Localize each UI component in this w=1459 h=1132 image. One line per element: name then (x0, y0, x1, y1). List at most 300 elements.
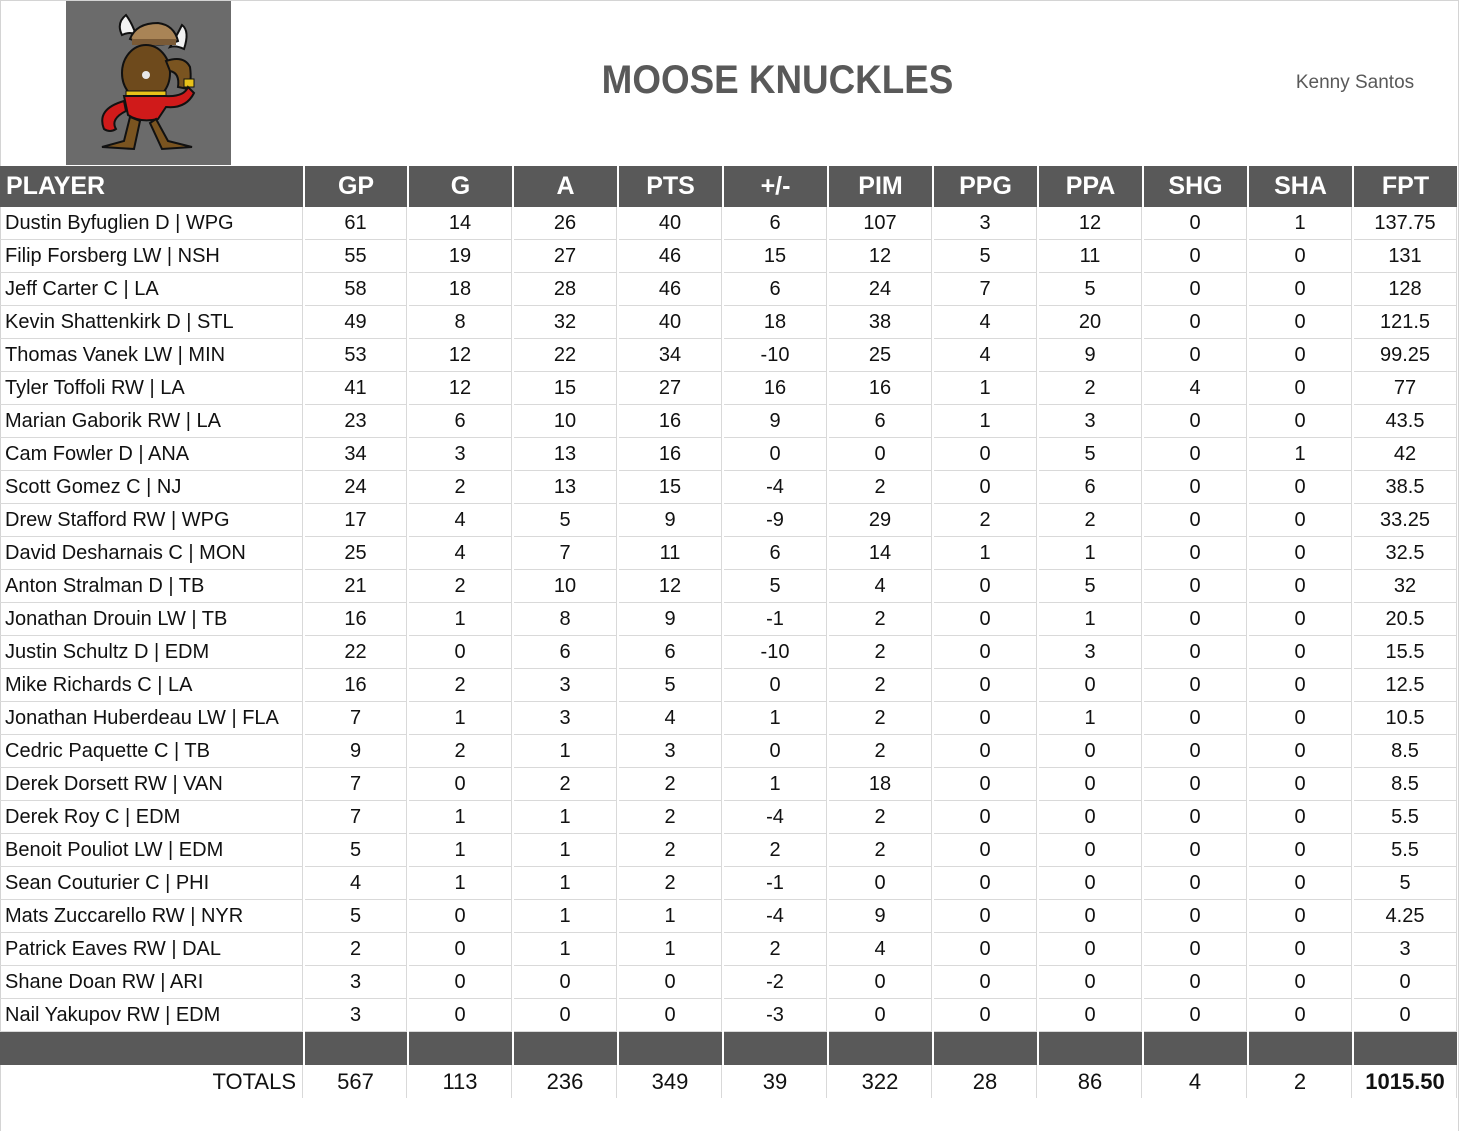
cell-pim[interactable]: 12 (829, 240, 932, 273)
cell-ppg[interactable]: 0 (934, 768, 1037, 801)
cell-ppa[interactable]: 0 (1039, 933, 1142, 966)
cell-gp[interactable]: 22 (305, 636, 407, 669)
cell-a[interactable]: 1 (514, 900, 617, 933)
cell-g[interactable]: 0 (409, 636, 512, 669)
cell-fpt[interactable]: 137.75 (1354, 207, 1457, 240)
cell-shg[interactable]: 0 (1144, 900, 1247, 933)
cell-player[interactable]: Justin Schultz D | EDM (0, 636, 303, 669)
cell-fpt[interactable]: 42 (1354, 438, 1457, 471)
cell-ppg[interactable]: 0 (934, 471, 1037, 504)
cell-sha[interactable]: 0 (1249, 900, 1352, 933)
cell-sha[interactable]: 0 (1249, 537, 1352, 570)
cell-plus-minus[interactable]: 0 (724, 735, 827, 768)
cell-plus-minus[interactable]: 2 (724, 933, 827, 966)
cell-ppa[interactable]: 0 (1039, 966, 1142, 999)
cell-player[interactable]: Tyler Toffoli RW | LA (0, 372, 303, 405)
cell-ppg[interactable]: 0 (934, 669, 1037, 702)
cell-pim[interactable]: 2 (829, 801, 932, 834)
cell-shg[interactable]: 0 (1144, 240, 1247, 273)
cell-pts[interactable]: 3 (619, 735, 722, 768)
cell-ppg[interactable]: 0 (934, 801, 1037, 834)
cell-player[interactable]: Derek Dorsett RW | VAN (0, 768, 303, 801)
cell-sha[interactable]: 0 (1249, 801, 1352, 834)
cell-a[interactable]: 1 (514, 735, 617, 768)
cell-pim[interactable]: 2 (829, 471, 932, 504)
column-header-sha[interactable]: SHA (1249, 166, 1352, 207)
cell-ppg[interactable]: 0 (934, 966, 1037, 999)
cell-a[interactable]: 8 (514, 603, 617, 636)
cell-fpt[interactable]: 8.5 (1354, 735, 1457, 768)
cell-ppg[interactable]: 0 (934, 900, 1037, 933)
cell-pts[interactable]: 9 (619, 603, 722, 636)
cell-gp[interactable]: 21 (305, 570, 407, 603)
cell-ppg[interactable]: 1 (934, 372, 1037, 405)
cell-shg[interactable]: 0 (1144, 306, 1247, 339)
total-pim[interactable]: 322 (829, 1065, 932, 1098)
cell-ppa[interactable]: 0 (1039, 669, 1142, 702)
cell-gp[interactable]: 9 (305, 735, 407, 768)
cell-pts[interactable]: 15 (619, 471, 722, 504)
cell-player[interactable]: Benoit Pouliot LW | EDM (0, 834, 303, 867)
cell-gp[interactable]: 25 (305, 537, 407, 570)
cell-ppg[interactable]: 0 (934, 867, 1037, 900)
column-header-pts[interactable]: PTS (619, 166, 722, 207)
cell-gp[interactable]: 58 (305, 273, 407, 306)
cell-a[interactable]: 3 (514, 702, 617, 735)
cell-fpt[interactable]: 3 (1354, 933, 1457, 966)
column-header-shg[interactable]: SHG (1144, 166, 1247, 207)
cell-fpt[interactable]: 12.5 (1354, 669, 1457, 702)
cell-ppg[interactable]: 2 (934, 504, 1037, 537)
cell-player[interactable]: Derek Roy C | EDM (0, 801, 303, 834)
cell-sha[interactable]: 0 (1249, 669, 1352, 702)
cell-a[interactable]: 2 (514, 768, 617, 801)
cell-gp[interactable]: 16 (305, 603, 407, 636)
cell-shg[interactable]: 0 (1144, 570, 1247, 603)
cell-gp[interactable]: 17 (305, 504, 407, 537)
cell-gp[interactable]: 53 (305, 339, 407, 372)
cell-pts[interactable]: 40 (619, 207, 722, 240)
cell-shg[interactable]: 0 (1144, 471, 1247, 504)
cell-gp[interactable]: 49 (305, 306, 407, 339)
cell-ppg[interactable]: 1 (934, 405, 1037, 438)
cell-ppa[interactable]: 20 (1039, 306, 1142, 339)
cell-pts[interactable]: 46 (619, 240, 722, 273)
cell-pts[interactable]: 2 (619, 768, 722, 801)
cell-pts[interactable]: 46 (619, 273, 722, 306)
total-gp[interactable]: 567 (305, 1065, 407, 1098)
cell-gp[interactable]: 23 (305, 405, 407, 438)
cell-pim[interactable]: 2 (829, 702, 932, 735)
total-ppa[interactable]: 86 (1039, 1065, 1142, 1098)
cell-sha[interactable]: 0 (1249, 603, 1352, 636)
cell-plus-minus[interactable]: -4 (724, 900, 827, 933)
cell-a[interactable]: 0 (514, 966, 617, 999)
cell-sha[interactable]: 0 (1249, 405, 1352, 438)
cell-sha[interactable]: 0 (1249, 471, 1352, 504)
cell-g[interactable]: 14 (409, 207, 512, 240)
cell-fpt[interactable]: 0 (1354, 966, 1457, 999)
cell-shg[interactable]: 0 (1144, 801, 1247, 834)
cell-pts[interactable]: 2 (619, 834, 722, 867)
cell-ppa[interactable]: 12 (1039, 207, 1142, 240)
total-g[interactable]: 113 (409, 1065, 512, 1098)
cell-pts[interactable]: 27 (619, 372, 722, 405)
cell-pim[interactable]: 16 (829, 372, 932, 405)
cell-plus-minus[interactable]: -4 (724, 471, 827, 504)
cell-player[interactable]: Shane Doan RW | ARI (0, 966, 303, 999)
cell-gp[interactable]: 55 (305, 240, 407, 273)
cell-plus-minus[interactable]: 2 (724, 834, 827, 867)
total-shg[interactable]: 4 (1144, 1065, 1247, 1098)
cell-pts[interactable]: 0 (619, 966, 722, 999)
cell-ppa[interactable]: 0 (1039, 801, 1142, 834)
cell-player[interactable]: Dustin Byfuglien D | WPG (0, 207, 303, 240)
cell-pts[interactable]: 2 (619, 801, 722, 834)
cell-ppa[interactable]: 0 (1039, 999, 1142, 1032)
cell-pim[interactable]: 6 (829, 405, 932, 438)
column-header-a[interactable]: A (514, 166, 617, 207)
cell-gp[interactable]: 7 (305, 801, 407, 834)
cell-pts[interactable]: 16 (619, 405, 722, 438)
cell-pim[interactable]: 18 (829, 768, 932, 801)
cell-a[interactable]: 13 (514, 438, 617, 471)
cell-shg[interactable]: 0 (1144, 273, 1247, 306)
cell-fpt[interactable]: 33.25 (1354, 504, 1457, 537)
cell-plus-minus[interactable]: 18 (724, 306, 827, 339)
cell-ppg[interactable]: 0 (934, 834, 1037, 867)
cell-pim[interactable]: 2 (829, 669, 932, 702)
cell-sha[interactable]: 0 (1249, 570, 1352, 603)
cell-fpt[interactable]: 32.5 (1354, 537, 1457, 570)
cell-pim[interactable]: 25 (829, 339, 932, 372)
cell-plus-minus[interactable]: -3 (724, 999, 827, 1032)
cell-plus-minus[interactable]: -2 (724, 966, 827, 999)
cell-plus-minus[interactable]: -9 (724, 504, 827, 537)
cell-g[interactable]: 0 (409, 999, 512, 1032)
cell-player[interactable]: Thomas Vanek LW | MIN (0, 339, 303, 372)
cell-sha[interactable]: 0 (1249, 867, 1352, 900)
cell-ppa[interactable]: 6 (1039, 471, 1142, 504)
cell-shg[interactable]: 0 (1144, 207, 1247, 240)
cell-pim[interactable]: 2 (829, 834, 932, 867)
cell-plus-minus[interactable]: 9 (724, 405, 827, 438)
total-fpt[interactable]: 1015.50 (1354, 1065, 1457, 1098)
cell-fpt[interactable]: 10.5 (1354, 702, 1457, 735)
cell-g[interactable]: 18 (409, 273, 512, 306)
cell-pts[interactable]: 4 (619, 702, 722, 735)
cell-fpt[interactable]: 32 (1354, 570, 1457, 603)
cell-g[interactable]: 0 (409, 900, 512, 933)
cell-shg[interactable]: 0 (1144, 933, 1247, 966)
cell-a[interactable]: 10 (514, 405, 617, 438)
cell-pts[interactable]: 11 (619, 537, 722, 570)
cell-pim[interactable]: 29 (829, 504, 932, 537)
cell-g[interactable]: 1 (409, 702, 512, 735)
cell-ppg[interactable]: 0 (934, 570, 1037, 603)
cell-a[interactable]: 1 (514, 834, 617, 867)
cell-ppa[interactable]: 5 (1039, 570, 1142, 603)
cell-gp[interactable]: 2 (305, 933, 407, 966)
cell-plus-minus[interactable]: 0 (724, 669, 827, 702)
cell-fpt[interactable]: 128 (1354, 273, 1457, 306)
cell-g[interactable]: 12 (409, 339, 512, 372)
cell-shg[interactable]: 0 (1144, 834, 1247, 867)
cell-ppa[interactable]: 0 (1039, 900, 1142, 933)
cell-player[interactable]: Scott Gomez C | NJ (0, 471, 303, 504)
cell-player[interactable]: Nail Yakupov RW | EDM (0, 999, 303, 1032)
cell-fpt[interactable]: 99.25 (1354, 339, 1457, 372)
cell-plus-minus[interactable]: 1 (724, 768, 827, 801)
cell-sha[interactable]: 0 (1249, 339, 1352, 372)
cell-pts[interactable]: 12 (619, 570, 722, 603)
cell-sha[interactable]: 0 (1249, 999, 1352, 1032)
column-header-plus-minus[interactable]: +/- (724, 166, 827, 207)
cell-player[interactable]: Filip Forsberg LW | NSH (0, 240, 303, 273)
cell-g[interactable]: 1 (409, 603, 512, 636)
cell-player[interactable]: Anton Stralman D | TB (0, 570, 303, 603)
cell-ppg[interactable]: 0 (934, 933, 1037, 966)
cell-ppa[interactable]: 3 (1039, 636, 1142, 669)
cell-g[interactable]: 1 (409, 867, 512, 900)
cell-a[interactable]: 3 (514, 669, 617, 702)
cell-ppa[interactable]: 1 (1039, 702, 1142, 735)
cell-shg[interactable]: 0 (1144, 966, 1247, 999)
cell-g[interactable]: 6 (409, 405, 512, 438)
cell-gp[interactable]: 24 (305, 471, 407, 504)
cell-fpt[interactable]: 38.5 (1354, 471, 1457, 504)
cell-ppg[interactable]: 4 (934, 339, 1037, 372)
cell-ppa[interactable]: 0 (1039, 867, 1142, 900)
cell-shg[interactable]: 0 (1144, 405, 1247, 438)
column-header-g[interactable]: G (409, 166, 512, 207)
cell-fpt[interactable]: 8.5 (1354, 768, 1457, 801)
cell-fpt[interactable]: 5 (1354, 867, 1457, 900)
cell-g[interactable]: 12 (409, 372, 512, 405)
cell-pim[interactable]: 2 (829, 603, 932, 636)
cell-gp[interactable]: 3 (305, 966, 407, 999)
cell-a[interactable]: 32 (514, 306, 617, 339)
cell-sha[interactable]: 0 (1249, 702, 1352, 735)
cell-shg[interactable]: 0 (1144, 867, 1247, 900)
cell-player[interactable]: Drew Stafford RW | WPG (0, 504, 303, 537)
cell-sha[interactable]: 0 (1249, 933, 1352, 966)
total-ppg[interactable]: 28 (934, 1065, 1037, 1098)
column-header-pim[interactable]: PIM (829, 166, 932, 207)
cell-a[interactable]: 15 (514, 372, 617, 405)
column-header-ppa[interactable]: PPA (1039, 166, 1142, 207)
cell-ppa[interactable]: 0 (1039, 834, 1142, 867)
cell-shg[interactable]: 0 (1144, 339, 1247, 372)
cell-fpt[interactable]: 121.5 (1354, 306, 1457, 339)
cell-shg[interactable]: 0 (1144, 768, 1247, 801)
cell-ppg[interactable]: 7 (934, 273, 1037, 306)
column-header-ppg[interactable]: PPG (934, 166, 1037, 207)
cell-a[interactable]: 26 (514, 207, 617, 240)
cell-ppa[interactable]: 0 (1039, 768, 1142, 801)
cell-plus-minus[interactable]: 15 (724, 240, 827, 273)
cell-ppg[interactable]: 0 (934, 438, 1037, 471)
cell-pts[interactable]: 1 (619, 900, 722, 933)
cell-g[interactable]: 2 (409, 570, 512, 603)
cell-pim[interactable]: 0 (829, 867, 932, 900)
cell-a[interactable]: 1 (514, 801, 617, 834)
cell-fpt[interactable]: 20.5 (1354, 603, 1457, 636)
cell-plus-minus[interactable]: -1 (724, 867, 827, 900)
cell-player[interactable]: Sean Couturier C | PHI (0, 867, 303, 900)
cell-pts[interactable]: 6 (619, 636, 722, 669)
cell-a[interactable]: 10 (514, 570, 617, 603)
cell-plus-minus[interactable]: 6 (724, 537, 827, 570)
cell-gp[interactable]: 16 (305, 669, 407, 702)
cell-pim[interactable]: 0 (829, 966, 932, 999)
cell-a[interactable]: 22 (514, 339, 617, 372)
cell-player[interactable]: Mike Richards C | LA (0, 669, 303, 702)
cell-pts[interactable]: 1 (619, 933, 722, 966)
cell-plus-minus[interactable]: -10 (724, 339, 827, 372)
cell-fpt[interactable]: 15.5 (1354, 636, 1457, 669)
cell-pts[interactable]: 5 (619, 669, 722, 702)
cell-shg[interactable]: 0 (1144, 669, 1247, 702)
cell-plus-minus[interactable]: 5 (724, 570, 827, 603)
cell-a[interactable]: 28 (514, 273, 617, 306)
cell-pim[interactable]: 107 (829, 207, 932, 240)
cell-player[interactable]: David Desharnais C | MON (0, 537, 303, 570)
cell-ppg[interactable]: 5 (934, 240, 1037, 273)
cell-sha[interactable]: 0 (1249, 768, 1352, 801)
cell-ppa[interactable]: 3 (1039, 405, 1142, 438)
cell-player[interactable]: Jonathan Drouin LW | TB (0, 603, 303, 636)
cell-ppa[interactable]: 9 (1039, 339, 1142, 372)
cell-a[interactable]: 1 (514, 933, 617, 966)
cell-g[interactable]: 1 (409, 801, 512, 834)
cell-sha[interactable]: 1 (1249, 207, 1352, 240)
cell-gp[interactable]: 7 (305, 768, 407, 801)
cell-fpt[interactable]: 131 (1354, 240, 1457, 273)
cell-player[interactable]: Cam Fowler D | ANA (0, 438, 303, 471)
cell-g[interactable]: 2 (409, 471, 512, 504)
cell-ppa[interactable]: 5 (1039, 273, 1142, 306)
cell-shg[interactable]: 0 (1144, 537, 1247, 570)
cell-g[interactable]: 0 (409, 768, 512, 801)
cell-g[interactable]: 0 (409, 933, 512, 966)
cell-g[interactable]: 3 (409, 438, 512, 471)
cell-shg[interactable]: 4 (1144, 372, 1247, 405)
cell-pim[interactable]: 0 (829, 438, 932, 471)
cell-ppg[interactable]: 3 (934, 207, 1037, 240)
cell-ppg[interactable]: 0 (934, 702, 1037, 735)
cell-a[interactable]: 0 (514, 999, 617, 1032)
total-sha[interactable]: 2 (1249, 1065, 1352, 1098)
cell-fpt[interactable]: 0 (1354, 999, 1457, 1032)
cell-sha[interactable]: 0 (1249, 372, 1352, 405)
cell-a[interactable]: 13 (514, 471, 617, 504)
cell-sha[interactable]: 0 (1249, 834, 1352, 867)
cell-gp[interactable]: 5 (305, 834, 407, 867)
cell-g[interactable]: 4 (409, 504, 512, 537)
cell-pim[interactable]: 38 (829, 306, 932, 339)
cell-plus-minus[interactable]: -10 (724, 636, 827, 669)
cell-fpt[interactable]: 5.5 (1354, 801, 1457, 834)
cell-shg[interactable]: 0 (1144, 735, 1247, 768)
cell-pim[interactable]: 4 (829, 570, 932, 603)
cell-gp[interactable]: 5 (305, 900, 407, 933)
cell-ppa[interactable]: 5 (1039, 438, 1142, 471)
cell-fpt[interactable]: 5.5 (1354, 834, 1457, 867)
cell-g[interactable]: 0 (409, 966, 512, 999)
cell-pim[interactable]: 2 (829, 636, 932, 669)
cell-g[interactable]: 4 (409, 537, 512, 570)
cell-pim[interactable]: 2 (829, 735, 932, 768)
cell-g[interactable]: 1 (409, 834, 512, 867)
cell-plus-minus[interactable]: 16 (724, 372, 827, 405)
cell-plus-minus[interactable]: 1 (724, 702, 827, 735)
cell-ppa[interactable]: 1 (1039, 537, 1142, 570)
total-plus-minus[interactable]: 39 (724, 1065, 827, 1098)
cell-pts[interactable]: 0 (619, 999, 722, 1032)
cell-sha[interactable]: 0 (1249, 273, 1352, 306)
cell-plus-minus[interactable]: 6 (724, 273, 827, 306)
cell-a[interactable]: 1 (514, 867, 617, 900)
cell-gp[interactable]: 41 (305, 372, 407, 405)
cell-sha[interactable]: 1 (1249, 438, 1352, 471)
cell-ppg[interactable]: 0 (934, 603, 1037, 636)
cell-player[interactable]: Jonathan Huberdeau LW | FLA (0, 702, 303, 735)
cell-a[interactable]: 27 (514, 240, 617, 273)
cell-gp[interactable]: 61 (305, 207, 407, 240)
cell-shg[interactable]: 0 (1144, 504, 1247, 537)
column-header-player[interactable]: PLAYER (0, 166, 303, 207)
cell-gp[interactable]: 7 (305, 702, 407, 735)
cell-pim[interactable]: 4 (829, 933, 932, 966)
cell-pts[interactable]: 34 (619, 339, 722, 372)
cell-gp[interactable]: 4 (305, 867, 407, 900)
cell-player[interactable]: Marian Gaborik RW | LA (0, 405, 303, 438)
cell-pts[interactable]: 2 (619, 867, 722, 900)
cell-shg[interactable]: 0 (1144, 438, 1247, 471)
cell-ppg[interactable]: 0 (934, 999, 1037, 1032)
cell-ppa[interactable]: 11 (1039, 240, 1142, 273)
cell-gp[interactable]: 3 (305, 999, 407, 1032)
cell-a[interactable]: 6 (514, 636, 617, 669)
cell-ppa[interactable]: 2 (1039, 504, 1142, 537)
cell-sha[interactable]: 0 (1249, 636, 1352, 669)
cell-a[interactable]: 5 (514, 504, 617, 537)
cell-pts[interactable]: 9 (619, 504, 722, 537)
cell-player[interactable]: Patrick Eaves RW | DAL (0, 933, 303, 966)
cell-player[interactable]: Cedric Paquette C | TB (0, 735, 303, 768)
cell-sha[interactable]: 0 (1249, 240, 1352, 273)
cell-sha[interactable]: 0 (1249, 966, 1352, 999)
column-header-gp[interactable]: GP (305, 166, 407, 207)
cell-player[interactable]: Mats Zuccarello RW | NYR (0, 900, 303, 933)
cell-fpt[interactable]: 43.5 (1354, 405, 1457, 438)
cell-plus-minus[interactable]: 6 (724, 207, 827, 240)
cell-ppg[interactable]: 4 (934, 306, 1037, 339)
cell-ppa[interactable]: 1 (1039, 603, 1142, 636)
cell-sha[interactable]: 0 (1249, 306, 1352, 339)
column-header-fpt[interactable]: FPT (1354, 166, 1457, 207)
total-a[interactable]: 236 (514, 1065, 617, 1098)
cell-ppa[interactable]: 0 (1039, 735, 1142, 768)
cell-ppg[interactable]: 1 (934, 537, 1037, 570)
cell-pim[interactable]: 14 (829, 537, 932, 570)
cell-plus-minus[interactable]: 0 (724, 438, 827, 471)
cell-pts[interactable]: 16 (619, 438, 722, 471)
cell-pts[interactable]: 40 (619, 306, 722, 339)
cell-g[interactable]: 2 (409, 669, 512, 702)
cell-plus-minus[interactable]: -1 (724, 603, 827, 636)
